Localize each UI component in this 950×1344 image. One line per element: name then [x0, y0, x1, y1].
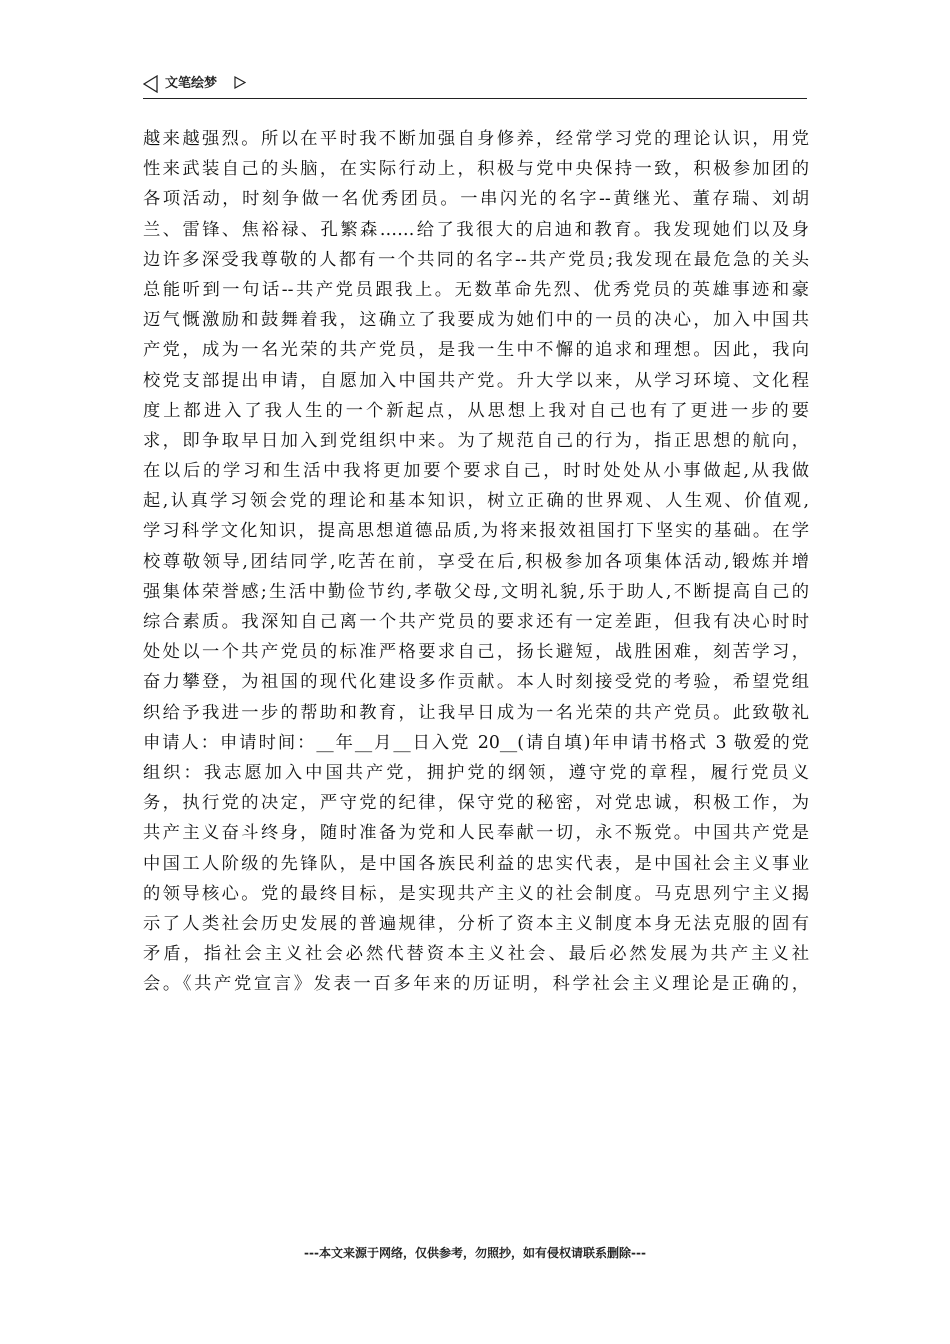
header-title: 文笔绘梦 — [165, 76, 218, 91]
body-line: 校党支部提出申请，自愿加入中国共产党。升大学以来，从学习环境、文化程 — [143, 370, 809, 391]
page-header — [143, 74, 807, 99]
body-line: 强集体荣誉感;生活中勤俭节约,孝敬父母,文明礼貌,乐于助人,不断提高自己的 — [143, 581, 809, 602]
body-line: 共产主义奋斗终身，随时准备为党和人民奉献一切，永不叛党。中国共产党是 — [143, 823, 809, 844]
body-text — [143, 124, 809, 999]
body-line: 奋力攀登，为祖国的现代化建设多作贡献。本人时刻接受党的考验，希望党组 — [143, 672, 809, 693]
body-line: 示了人类社会历史发展的普遍规律，分析了资本主义制度本身无法克服的固有 — [143, 913, 809, 934]
body-line: 兰、雷锋、焦裕禄、孔繁森……给了我很大的启迪和教育。我发现她们以及身 — [143, 219, 809, 240]
body-line: 起,认真学习领会党的理论和基本知识，树立正确的世界观、人生观、价值观, — [143, 491, 809, 512]
triangle-left-outline-icon — [143, 75, 159, 93]
body-line: 越来越强烈。所以在平时我不断加强自身修养，经常学习党的理论认识，用党 — [143, 129, 809, 149]
body-line: 学习科学文化知识，提高思想道德品质,为将来报效祖国打下坚实的基础。在学 — [143, 521, 809, 542]
body-line: 的领导核心。党的最终目标，是实现共产主义的社会制度。马克思列宁主义揭 — [143, 883, 809, 904]
body-line: 度上都进入了我人生的一个新起点，从思想上我对自己也有了更进一步的要 — [143, 400, 809, 421]
body-line: 申请人：申请时间：__年__月__日入党 20__(请自填)年申请书格式 3 敬爱的党 — [143, 732, 809, 753]
body-line: 织给予我进一步的帮助和教育，让我早日成为一名光荣的共产党员。此致敬礼 — [143, 702, 809, 723]
body-line: 各项活动，时刻争做一名优秀团员。一串闪光的名字--黄继光、董存瑞、刘胡 — [143, 189, 809, 210]
body-line: 组织：我志愿加入中国共产党，拥护党的纲领，遵守党的章程，履行党员义 — [143, 762, 809, 783]
body-line: 在以后的学习和生活中我将更加要个要求自己，时时处处从小事做起,从我做 — [143, 461, 809, 482]
body-line: 边许多深受我尊敬的人都有一个共同的名字--共产党员;我发现在最危急的关头 — [143, 249, 809, 270]
body-line: 产党，成为一名光荣的共产党员，是我一生中不懈的追求和理想。因此，我向 — [143, 340, 809, 361]
footer-disclaimer: ---本文来源于网络，仅供参考，勿照抄，如有侵权请联系删除--- — [304, 1246, 646, 1260]
body-line: 求，即争取早日加入到党组织中来。为了规范自己的行为，指正思想的航向， — [143, 430, 809, 451]
body-line: 矛盾，指社会主义社会必然代替资本主义社会、最后必然发展为共产主义社 — [143, 944, 809, 965]
body-line: 迈气慨激励和鼓舞着我，这确立了我要成为她们中的一员的决心，加入中国共 — [143, 310, 809, 331]
triangle-right-outline-icon — [234, 76, 246, 89]
body-line: 处处以一个共产党员的标准严格要求自己，扬长避短，战胜困难，刻苦学习， — [143, 642, 809, 663]
body-line: 会。《共产党宣言》发表一百多年来的历证明，科学社会主义理论是正确的， — [143, 974, 809, 995]
body-line: 中国工人阶级的先锋队，是中国各族民利益的忠实代表，是中国社会主义事业 — [143, 853, 809, 874]
body-line: 性来武装自己的头脑，在实际行动上，积极与党中央保持一致，积极参加团的 — [143, 159, 809, 180]
body-line: 总能听到一句话--共产党员跟我上。无数革命先烈、优秀党员的英雄事迹和豪 — [143, 279, 809, 300]
body-line: 务，执行党的决定，严守党的纪律，保守党的秘密，对党忠诚，积极工作，为 — [143, 793, 809, 814]
body-line: 校尊敬领导,团结同学,吃苦在前，享受在后,积极参加各项集体活动,锻炼并增 — [143, 551, 809, 572]
body-line: 综合素质。我深知自己离一个共产党员的要求还有一定差距，但我有决心时时 — [143, 612, 809, 632]
